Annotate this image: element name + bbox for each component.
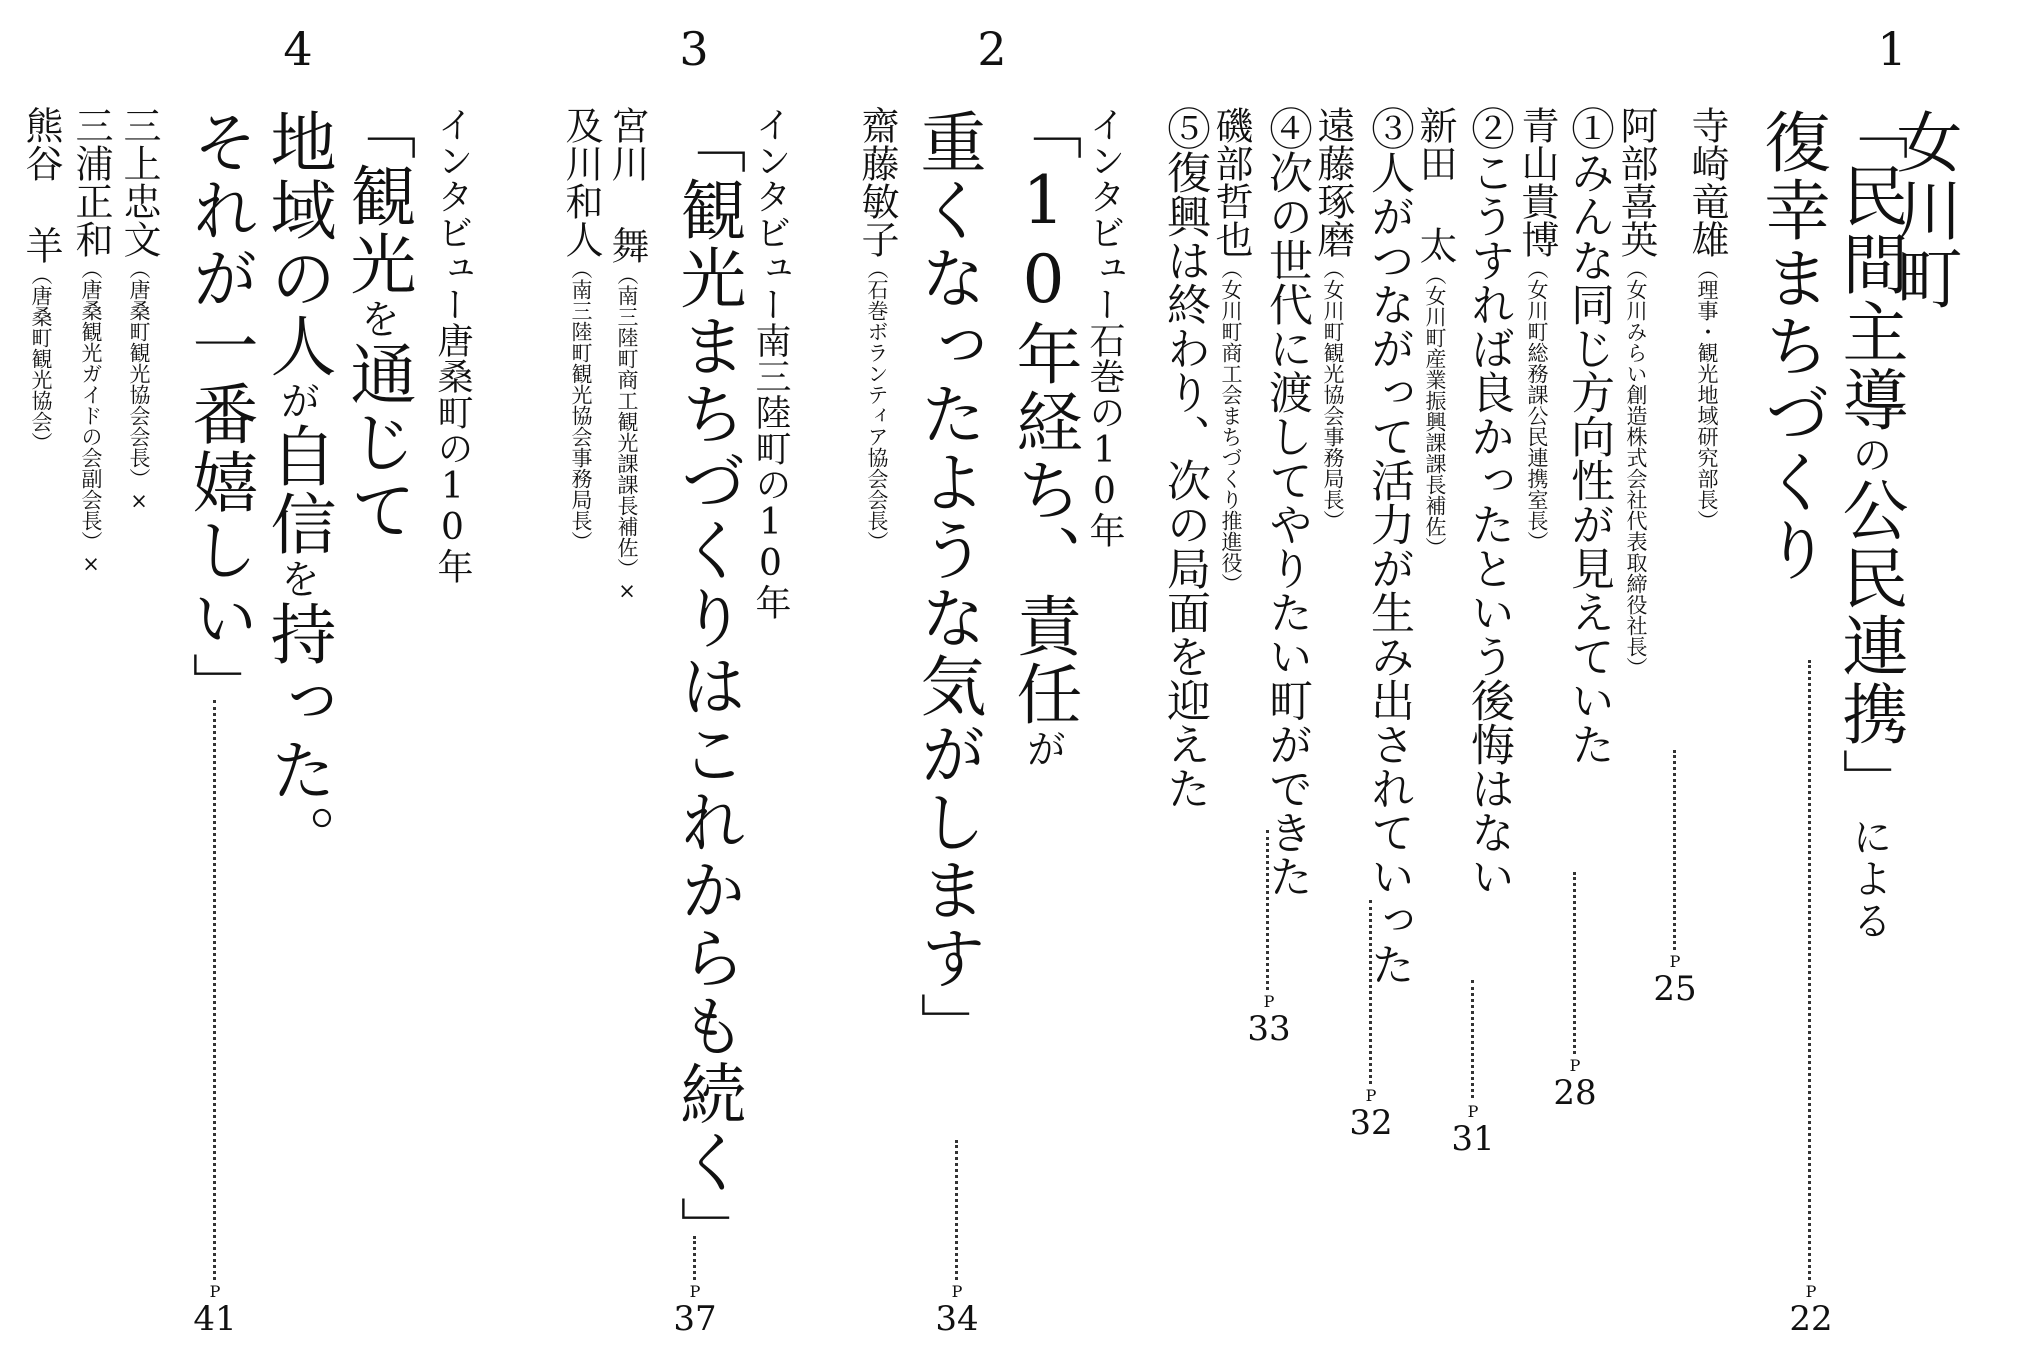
section-1-item-2-text: ②こうすれば良かったという後悔はない: [1463, 106, 1514, 898]
section-1-item-5-page: P 33: [1247, 992, 1291, 1049]
section-1-item-5-text: ⑤復興は終わり、次の局面を迎えた: [1159, 106, 1210, 810]
section-2-title-line1: 「10年経ち、責任が: [1005, 94, 1082, 770]
section-4-interview-label: インタビュー唐桑町の10年: [432, 106, 473, 584]
section-1-item-4-leader-dots: [1369, 900, 1372, 1084]
section-4-number: 4: [283, 22, 313, 76]
section-1-item-3-author: 新田 太（女川町産業振興課課長補佐）: [1413, 106, 1457, 558]
section-4-title-line1: 「観光を通じて: [339, 94, 416, 544]
section-3-leader-dots: [693, 1236, 696, 1280]
section-1-item-1-page: P 25: [1653, 952, 1697, 1009]
section-3-number: 3: [679, 22, 709, 76]
section-1-title-line1: 女川町: [1885, 108, 1962, 312]
section-3-person-2: 及川和人（南三陸町観光協会事務局長）: [559, 106, 603, 552]
section-4-person-1: 三上忠文（唐桑町観光協会会長）×: [117, 106, 161, 513]
section-1-item-4-page: P 32: [1349, 1086, 1393, 1143]
section-1-item-4-text: ④次の世代に渡してやりたい町ができた: [1261, 106, 1312, 898]
section-4-title-line3: それが一番嬉しい」: [181, 108, 258, 720]
section-1-item-3-leader-dots: [1471, 980, 1474, 1098]
section-2-number: 2: [977, 22, 1007, 76]
section-3-person-1: 宮川 舞（南三陸町商工観光課課長補佐）×: [605, 106, 649, 603]
section-1-item-2-leader-dots: [1573, 872, 1576, 1054]
section-2-title-line2: 重くなったような気がします」: [909, 108, 986, 1060]
section-1-item-5-author: 磯部哲也（女川町商工会まちづくり推進役）: [1209, 106, 1253, 594]
section-1-item-1-leader-dots: [1673, 750, 1676, 950]
section-3-title: 「観光まちづくりはこれからも続く」: [669, 108, 746, 1264]
section-4-person-3: 熊谷 羊（唐桑町観光協会）: [19, 106, 63, 453]
section-1-item-1-author: 阿部喜英（女川みらい創造株式会社代表取締役社長）: [1614, 106, 1658, 678]
section-1-item-2-page: P 28: [1553, 1056, 1597, 1113]
section-4-page-number: P 41: [193, 1282, 237, 1339]
section-1-item-3-text: ③人がつながって活力が生み出されていった: [1363, 106, 1414, 986]
section-2-page-number: P 34: [935, 1282, 979, 1339]
section-4-leader-dots: [213, 700, 216, 1280]
section-3-page-number: P 37: [673, 1282, 717, 1339]
section-1-item-3-page: P 31: [1451, 1102, 1495, 1159]
section-1-page-number: P 22: [1789, 1282, 1833, 1339]
section-2-interview-label: インタビュー石巻の10年: [1084, 106, 1125, 548]
section-1-item-1-text: ①みんな同じ方向性が見えていた: [1563, 106, 1614, 766]
section-1-number: 1: [1877, 22, 1907, 76]
section-2-leader-dots: [955, 1140, 958, 1280]
section-1-title-line3: 復幸まちづくり: [1753, 108, 1830, 584]
section-4-title-line2: 地域の人が自信を持った。: [259, 108, 336, 872]
section-1-author: 寺崎竜雄（理事・観光地域研究部長）: [1685, 106, 1729, 531]
section-1-item-2-author: 青山貴博（女川町総務課公民連携室長）: [1515, 106, 1559, 552]
section-4-person-2: 三浦正和（唐桑観光ガイドの会副会長）×: [69, 106, 113, 576]
section-3-interview-label: インタビュー南三陸町の10年: [750, 106, 791, 620]
section-1-item-5-leader-dots: [1266, 830, 1269, 990]
section-1-item-4-author: 遠藤琢磨（女川町観光協会事務局長）: [1311, 106, 1355, 531]
section-1-leader-dots: [1808, 660, 1811, 1280]
section-2-author: 齋藤敏子（石巻ボランティア協会会長）: [855, 106, 899, 552]
section-1-title-line2: 「民間主導の公民連携」による: [1831, 94, 1908, 942]
